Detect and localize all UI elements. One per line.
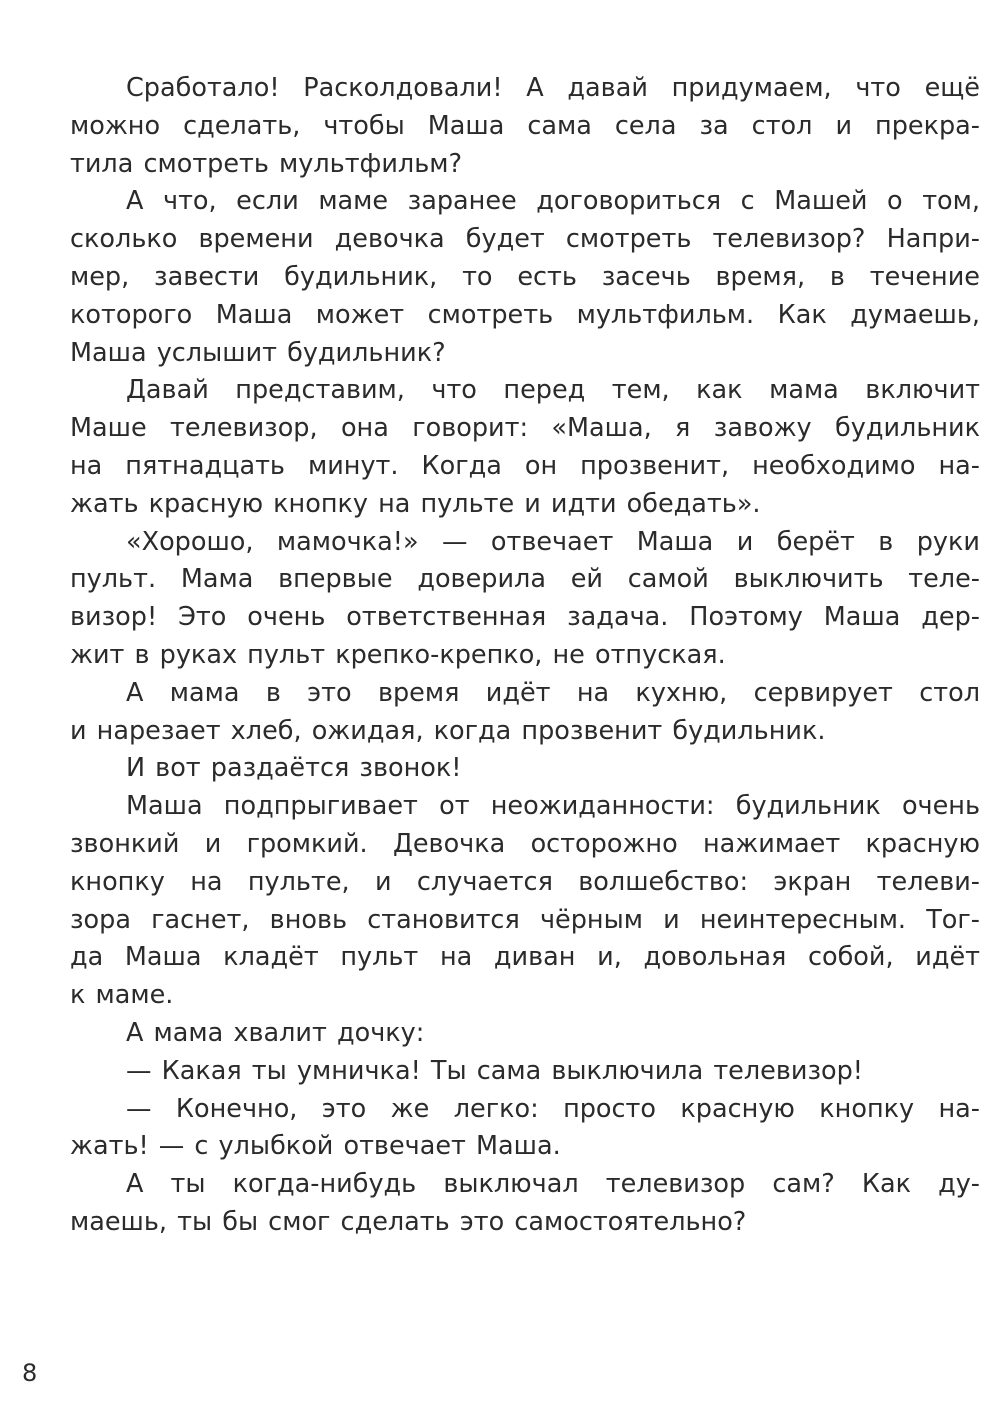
text-line: Сработало! Расколдовали! А давай придумаем, что ещё xyxy=(126,73,980,103)
text-line: И вот раздаётся звонок! xyxy=(126,753,462,784)
text-line: можно сделать, чтобы Маша сама села за стол и прекра- xyxy=(70,110,980,141)
text-line: жать красную кнопку на пульте и идти обедать». xyxy=(70,488,761,519)
text-line: которого Маша может смотреть мультфильм. Как думаешь, xyxy=(70,299,980,330)
text-line: на пятнадцать минут. Когда он прозвенит, необходимо на- xyxy=(70,450,980,481)
text-line: жит в руках пульт крепко-крепко, не отпуская. xyxy=(70,639,726,670)
page-body xyxy=(70,70,980,1242)
text-line: А мама хвалит дочку: xyxy=(126,1017,425,1048)
text-line: кнопку на пульте, и случается волшебство: экран телеви- xyxy=(70,866,980,897)
page-number: 8 xyxy=(22,1359,38,1387)
text-line: Маша услышит будильник? xyxy=(70,337,446,368)
text-line: Маше телевизор, она говорит: «Маша, я завожу будильник xyxy=(70,413,980,444)
text-line: жать! — с улыбкой отвечает Маша. xyxy=(70,1131,561,1162)
text-line: сколько времени девочка будет смотреть телевизор? Напри- xyxy=(70,224,980,255)
text-line: звонкий и громкий. Девочка осторожно нажимает красную xyxy=(70,828,980,859)
text-line: мер, завести будильник, то есть засечь время, в течение xyxy=(70,261,980,292)
text-line: зора гаснет, вновь становится чёрным и неинтересным. Тог- xyxy=(70,904,980,935)
text-line: к маме. xyxy=(70,980,174,1011)
text-line: — Конечно, это же легко: просто красную кнопку на- xyxy=(126,1093,980,1124)
text-line: визор! Это очень ответственная задача. Поэтому Маша дер- xyxy=(70,602,980,633)
text-line: «Хорошо, мамочка!» — отвечает Маша и берёт в руки xyxy=(126,526,980,557)
text-line: и нарезает хлеб, ожидая, когда прозвенит будильник. xyxy=(70,715,826,746)
text-line: А ты когда-нибудь выключал телевизор сам? Как ду- xyxy=(126,1169,980,1200)
text-line: тила смотреть мультфильм? xyxy=(70,148,463,179)
text-line: Маша подпрыгивает от неожиданности: будильник очень xyxy=(126,791,980,822)
text-line: А мама в это время идёт на кухню, сервирует стол xyxy=(126,677,980,708)
text-line: пульт. Мама впервые доверила ей самой выключить теле- xyxy=(70,564,980,595)
text-line: маешь, ты бы смог сделать это самостоятельно? xyxy=(70,1206,747,1237)
text-line: Давай представим, что перед тем, как мама включит xyxy=(126,375,980,406)
text-line: — Какая ты умничка! Ты сама выключила телевизор! xyxy=(126,1055,864,1086)
text-line: да Маша кладёт пульт на диван и, довольная собой, идёт xyxy=(70,942,980,973)
text-line: А что, если маме заранее договориться с Машей о том, xyxy=(126,186,980,217)
